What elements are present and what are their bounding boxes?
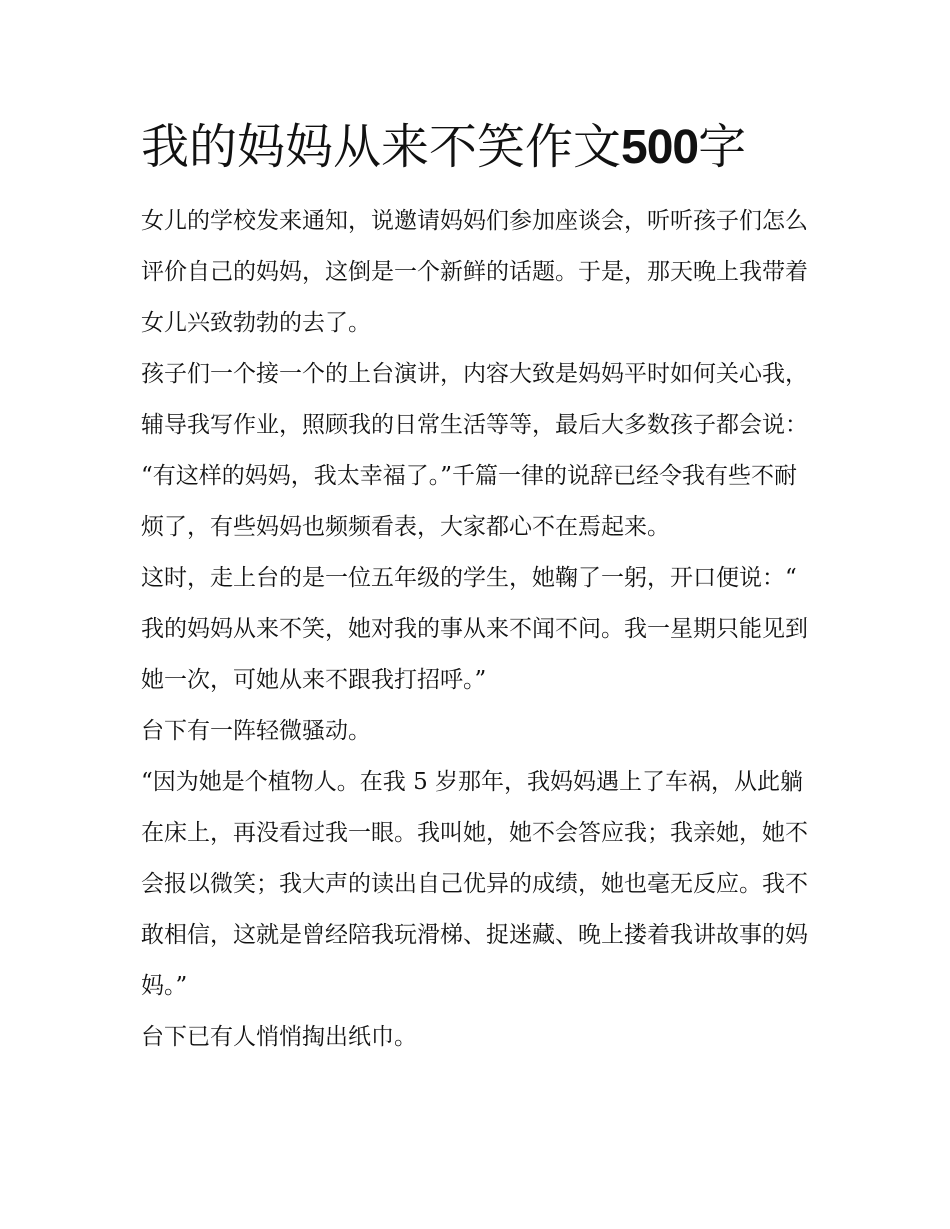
paragraph-2: 孩子们一个接一个的上台演讲，内容大致是妈妈平时如何关心我，辅导我写作业，照顾我的日常生活等等，最后大多数孩子都会说：“有这样的妈妈，我太幸福了。”千篇一律的说辞已经令我有些不耐烦了，有些妈妈也频频看表，大家都心不在焉起来。 <box>141 361 808 540</box>
paragraph-5: “因为她是个植物人。在我 5 岁那年，我妈妈遇上了车祸，从此躺在床上，再没看过我一眼。我叫她，她不会答应我；我亲她，她不会报以微笑；我大声的读出自己优异的成绩，她也毫无反应。我不敢相信，这就是曾经陪我玩滑梯、捉迷藏、晚上搂着我讲故事的妈妈。” <box>141 769 808 999</box>
paragraph-4: 台下有一阵轻微骚动。 <box>141 718 371 744</box>
paragraph-3: 这时，走上台的是一位五年级的学生，她鞠了一躬，开口便说：“我的妈妈从来不笑，她对我的事从来不闻不问。我一星期只能见到她一次，可她从来不跟我打招呼。” <box>141 565 808 693</box>
title-number: 500 <box>621 121 699 174</box>
document-body <box>141 196 813 1063</box>
title-text: 我的妈妈从来不笑作文 <box>141 119 622 175</box>
paragraph-6: 台下已有人悄悄掏出纸巾。 <box>141 1024 417 1050</box>
document-title <box>141 117 821 178</box>
paragraph-1: 女儿的学校发来通知，说邀请妈妈们参加座谈会，听听孩子们怎么评价自己的妈妈，这倒是一个新鲜的话题。于是，那天晚上我带着女儿兴致勃勃的去了。 <box>141 208 808 336</box>
title-suffix: 字 <box>698 119 747 175</box>
